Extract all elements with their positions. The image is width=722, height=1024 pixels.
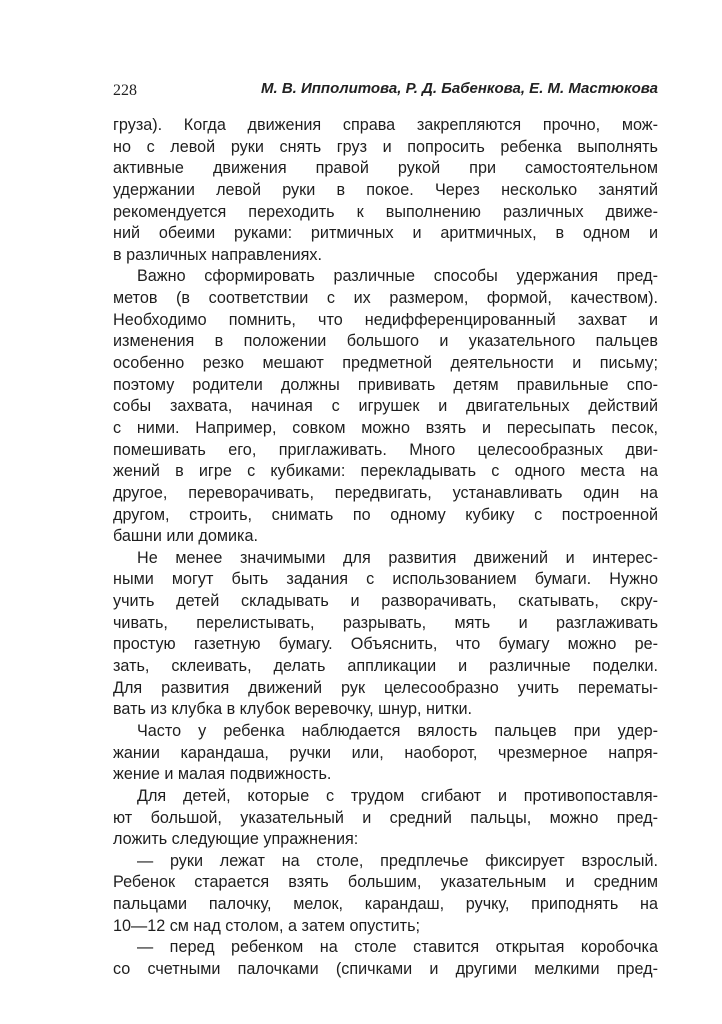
text-line: удержании левой руки в покое. Через несколько занятий xyxy=(113,180,658,199)
text-line: Необходимо помнить, что недифференцированный захват и xyxy=(113,310,658,329)
paragraph xyxy=(113,548,658,721)
text-line: ют большой, указательный и средний пальцы, можно пред- xyxy=(113,808,658,827)
text-line: с ними. Например, совком можно взять и пересыпать песок, xyxy=(113,418,658,437)
text-line: изменения в положении большого и указательного пальцев xyxy=(113,332,658,351)
text-line: Для детей, которые с трудом сгибают и противопоставля- xyxy=(137,786,658,805)
paragraph xyxy=(113,266,658,547)
text-line: учить детей складывать и разворачивать, скатывать, скру- xyxy=(113,592,658,611)
text-line: Часто у ребенка наблюдается вялость пальцев при удер- xyxy=(137,721,658,740)
text-line: рекомендуется переходить к выполнению различных движе- xyxy=(113,202,658,221)
paragraph xyxy=(113,851,658,938)
text-line: другом, строить, снимать по одному кубику с построенной xyxy=(113,505,658,524)
text-line: жение и малая подвижность. xyxy=(113,765,332,784)
text-line: ний обеими руками: ритмичных и аритмичных, в одном и xyxy=(113,224,658,243)
paragraph xyxy=(113,115,658,266)
text-line: груза). Когда движения справа закрепляются прочно, мож- xyxy=(113,116,658,134)
text-line: метов (в соответствии с их размером, формой, качеством). xyxy=(113,289,658,308)
text-line: Важно сформировать различные способы удержания пред- xyxy=(137,267,658,286)
page-header xyxy=(113,80,658,104)
text-line: — руки лежат на столе, предплечье фиксирует взрослый. xyxy=(137,851,658,870)
text-line: жений в игре с кубиками: перекладывать с одного места на xyxy=(113,462,658,481)
body-text xyxy=(113,115,658,981)
text-line: зать, склеивать, делать аппликации и различные поделки. xyxy=(113,657,658,676)
text-line: — перед ребенком на столе ставится открытая коробочка xyxy=(137,938,658,957)
text-line: поэтому родители должны прививать детям правильные спо- xyxy=(113,375,658,394)
paragraph xyxy=(113,721,658,786)
text-line: со счетными палочками (спичками и другими мелкими пред- xyxy=(113,959,658,978)
text-line: в различных направлениях. xyxy=(113,245,322,264)
text-line: собы захвата, начиная с игрушек и двигательных действий xyxy=(113,397,658,416)
text-line: ложить следующие упражнения: xyxy=(113,830,359,849)
paragraph xyxy=(113,937,658,980)
text-line: Для развития движений рук целесообразно учить перематы- xyxy=(113,678,658,697)
text-line: ными могут быть задания с использованием бумаги. Нужно xyxy=(113,570,658,589)
text-line: Ребенок старается взять большим, указательным и средним xyxy=(113,873,658,892)
page-number: 228 xyxy=(113,82,137,99)
text-line: простую газетную бумагу. Объяснить, что бумагу можно ре- xyxy=(113,635,658,654)
paragraph xyxy=(113,786,658,851)
text-line: Не менее значимыми для развития движений и интерес- xyxy=(137,548,658,567)
text-line: жании карандаша, ручки или, наоборот, чрезмерное напря- xyxy=(113,743,658,762)
text-line: 10—12 см над столом, а затем опустить; xyxy=(113,916,421,935)
text-line: чивать, перелистывать, разрывать, мять и разглаживать xyxy=(113,613,658,632)
text-line: помешивать его, приглаживать. Много целесообразных дви- xyxy=(113,440,658,459)
text-line: активные движения правой рукой при самостоятельном xyxy=(113,159,658,178)
text-line: другое, переворачивать, передвигать, устанавливать один на xyxy=(113,483,658,502)
text-line: пальцами палочку, мелок, карандаш, ручку, приподнять на xyxy=(113,895,658,914)
text-line: башни или домика. xyxy=(113,527,258,546)
text-line: вать из клубка в клубок веревочку, шнур, нитки. xyxy=(113,700,473,719)
text-line: но с левой руки снять груз и попросить ребенка выполнять xyxy=(113,137,658,156)
text-line: особенно резко мешают предметной деятельности и письму; xyxy=(113,354,658,373)
running-head-authors: М. В. Ипполитова, Р. Д. Бабенкова, Е. М. Мастюкова xyxy=(260,80,658,97)
